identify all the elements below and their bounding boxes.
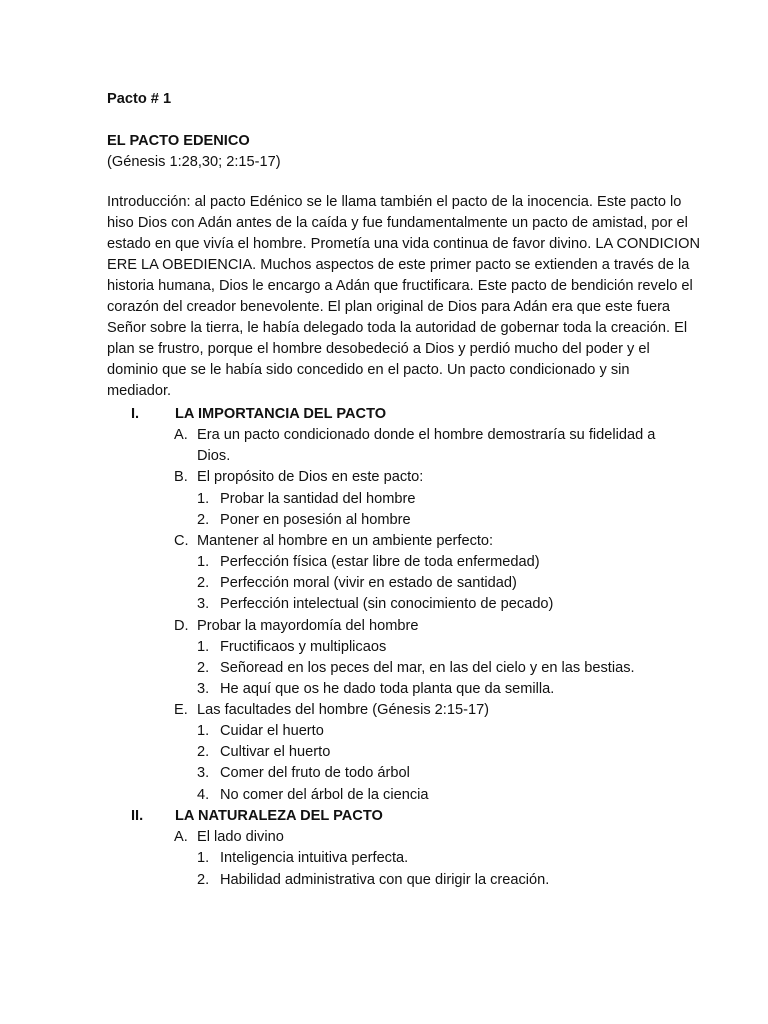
intro-line: dominio que se le había sido concedido en el pacto. Un pacto condicionado y sin <box>107 362 630 378</box>
item-text: Dios. <box>197 448 231 464</box>
item-letter: A. <box>174 427 188 443</box>
item-text: Probar la mayordomía del hombre <box>197 618 419 634</box>
intro-line: plan se frustro, porque el hombre desobedeció a Dios y perdió mucho del poder y el <box>107 341 650 357</box>
item-text: Las facultades del hombre (Génesis 2:15-17) <box>197 702 490 718</box>
item-text: El lado divino <box>197 829 284 845</box>
intro-line: mediador. <box>107 383 172 399</box>
item-number: 1. <box>197 850 210 866</box>
sub-item-text: Perfección intelectual (sin conocimiento de pecado) <box>220 596 554 612</box>
sub-item-text: Señoread en los peces del mar, en las del cielo y en las bestias. <box>220 660 635 676</box>
sub-item-text: Cultivar el huerto <box>220 744 331 760</box>
item-number: 1. <box>197 639 210 655</box>
pacto-label: Pacto # 1 <box>107 91 172 107</box>
sub-item-text: He aquí que os he dado toda planta que da semilla. <box>220 681 555 697</box>
roman-numeral: II. <box>131 808 144 824</box>
intro-line: hiso Dios con Adán antes de la caída y fue fundamentalmente un pacto de amistad, por el <box>107 215 688 231</box>
sub-item-text: No comer del árbol de la ciencia <box>220 787 429 803</box>
item-letter: E. <box>174 702 188 718</box>
sub-item-text: Perfección moral (vivir en estado de santidad) <box>220 575 517 591</box>
intro-line: Introducción: al pacto Edénico se le llama también el pacto de la inocencia. Este pacto lo <box>107 194 682 210</box>
sub-item-text: Probar la santidad del hombre <box>220 491 416 507</box>
section-title: LA NATURALEZA DEL PACTO <box>175 808 383 824</box>
intro-line: Señor sobre la tierra, le había delegado toda la autoridad de gobernar toda la creación. El <box>107 320 688 336</box>
item-number: 3. <box>197 681 210 697</box>
item-number: 2. <box>197 744 210 760</box>
item-number: 2. <box>197 660 210 676</box>
item-number: 2. <box>197 512 210 528</box>
item-number: 3. <box>197 596 210 612</box>
sub-item-text: Inteligencia intuitiva perfecta. <box>220 850 409 866</box>
bible-reference: (Génesis 1:28,30; 2:15-17) <box>107 154 281 170</box>
item-number: 1. <box>197 554 210 570</box>
sub-item-text: Habilidad administrativa con que dirigir la creación. <box>220 872 550 888</box>
item-number: 2. <box>197 872 210 888</box>
roman-numeral: I. <box>131 406 140 422</box>
item-letter: D. <box>174 618 189 634</box>
sub-item-text: Cuidar el huerto <box>220 723 324 739</box>
item-text: Mantener al hombre en un ambiente perfecto: <box>197 533 494 549</box>
item-number: 2. <box>197 575 210 591</box>
item-number: 1. <box>197 491 210 507</box>
item-text: Era un pacto condicionado donde el hombre demostraría su fidelidad a <box>197 427 656 443</box>
sub-item-text: Poner en posesión al hombre <box>220 512 411 528</box>
intro-line: estado en que vivía el hombre. Prometía una vida continua de favor divino. LA CONDICION <box>107 236 700 252</box>
sub-item-text: Fructificaos y multiplicaos <box>220 639 387 655</box>
sub-item-text: Perfección física (estar libre de toda enfermedad) <box>220 554 540 570</box>
item-text: El propósito de Dios en este pacto: <box>197 469 424 485</box>
item-letter: C. <box>174 533 189 549</box>
document-title: EL PACTO EDENICO <box>107 133 250 149</box>
intro-line: historia humana, Dios le encargo a Adán que fructificara. Este pacto de bendición revelo el <box>107 278 693 294</box>
item-number: 4. <box>197 787 210 803</box>
section-title: LA IMPORTANCIA DEL PACTO <box>175 406 387 422</box>
intro-line: corazón del creador benevolente. El plan original de Dios para Adán era que este fuera <box>107 299 671 315</box>
item-letter: B. <box>174 469 188 485</box>
sub-item-text: Comer del fruto de todo árbol <box>220 765 410 781</box>
intro-paragraph <box>107 192 700 402</box>
intro-line: ERE LA OBEDIENCIA. Muchos aspectos de este primer pacto se extienden a través de la <box>107 257 690 273</box>
item-number: 3. <box>197 765 210 781</box>
item-letter: A. <box>174 829 188 845</box>
item-number: 1. <box>197 723 210 739</box>
